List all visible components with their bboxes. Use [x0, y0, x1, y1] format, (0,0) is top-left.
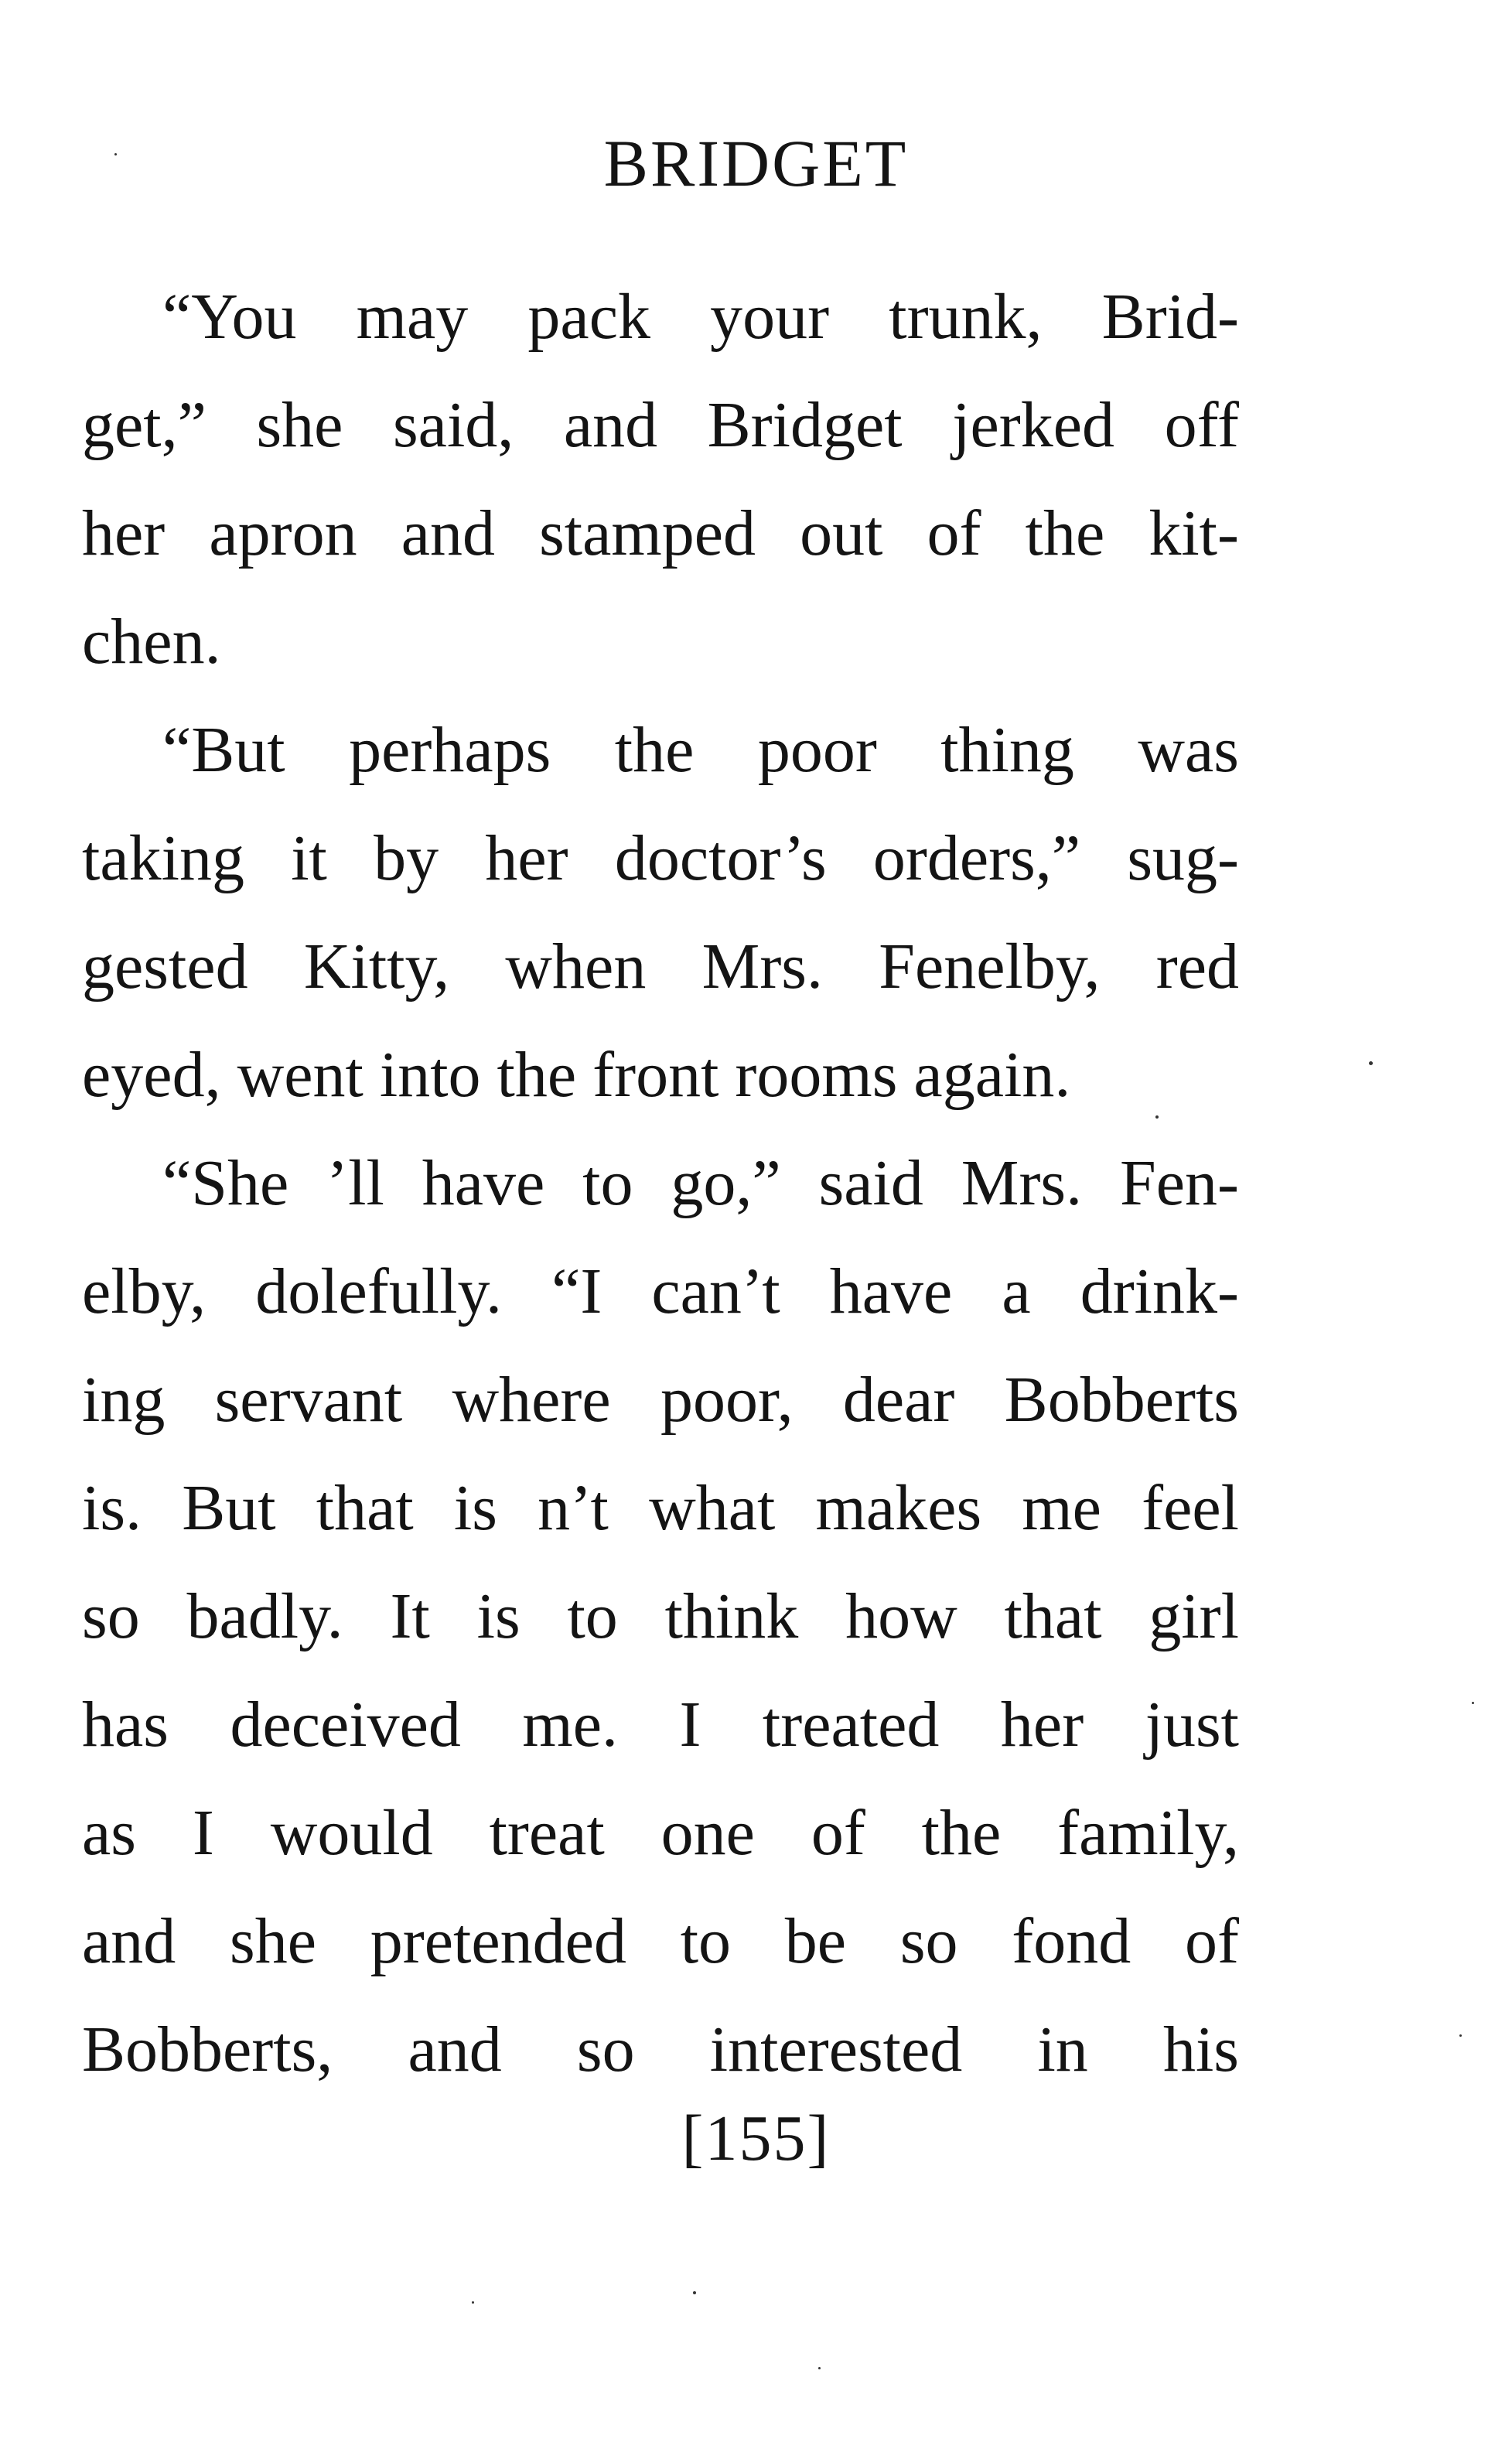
text-line: Bobberts, and so interested in his [82, 2014, 1239, 2085]
text-line: eyed, went into the front rooms again. [82, 1039, 1071, 1111]
scan-speck [1155, 1115, 1159, 1119]
scan-speck [472, 2301, 474, 2304]
text-line: ing servant where poor, dear Bobberts [82, 1364, 1239, 1436]
body-text [82, 263, 1239, 2104]
text-line: as I would treat one of the family, [82, 1797, 1239, 1869]
scan-speck [1369, 1061, 1373, 1065]
text-line: and she pretended to be so fond of [82, 1905, 1239, 1977]
scan-speck [114, 153, 117, 155]
text-line: so badly. It is to think how that girl [82, 1580, 1239, 1652]
text-line: “You may pack your trunk, Brid- [162, 281, 1239, 353]
page-number: [155] [681, 2102, 831, 2174]
text-line: her apron and stamped out of the kit- [82, 497, 1239, 569]
text-line: taking it by her doctor’s orders,” sug- [82, 822, 1239, 894]
text-line: “But perhaps the poor thing was [162, 714, 1239, 786]
text-line: has deceived me. I treated her just [82, 1689, 1239, 1761]
scan-speck [693, 2291, 696, 2294]
scan-speck [818, 2367, 821, 2369]
text-line: get,” she said, and Bridget jerked off [82, 389, 1239, 461]
text-line: “She ’ll have to go,” said Mrs. Fen- [162, 1147, 1239, 1219]
text-line: chen. [82, 606, 221, 678]
scan-speck [1472, 1702, 1474, 1704]
running-head: BRIDGET [603, 126, 909, 200]
text-line: elby, dolefully. “I can’t have a drink- [82, 1255, 1239, 1327]
text-line: is. But that is n’t what makes me feel [82, 1472, 1239, 1544]
text-line: gested Kitty, when Mrs. Fenelby, red [82, 931, 1239, 1003]
scan-speck [1459, 2034, 1462, 2037]
